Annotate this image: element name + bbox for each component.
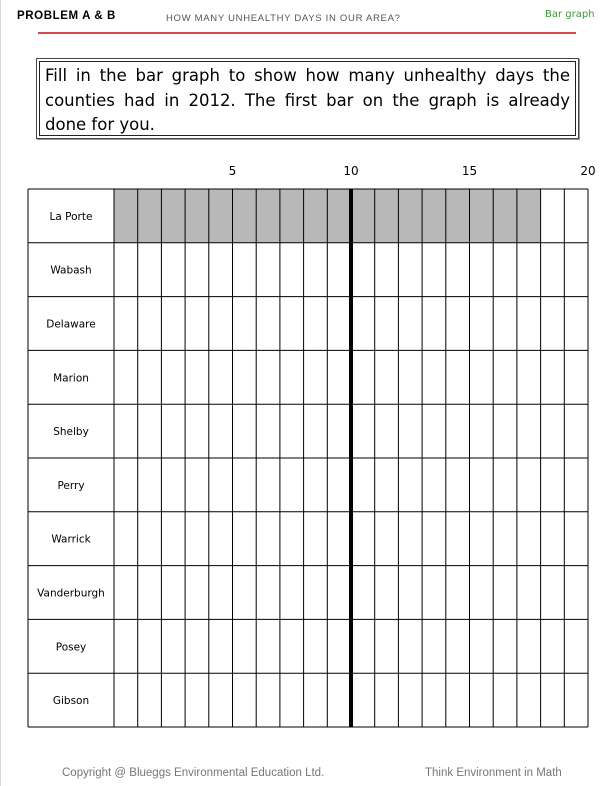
worksheet-title: HOW MANY UNHEALTHY DAYS IN OUR AREA? (166, 13, 401, 24)
category-label: Shelby (53, 426, 89, 439)
category-label: Perry (57, 479, 85, 492)
x-tick-label: 5 (228, 164, 237, 178)
worksheet-type-tag: Bar graph (545, 9, 595, 20)
category-label: Gibson (52, 695, 90, 708)
footer-copyright: Copyright @ Blueggs Environmental Education Ltd. (62, 767, 325, 779)
category-label: Warrick (51, 533, 91, 546)
x-tick-label: 10 (343, 164, 359, 178)
category-label: Marion (53, 372, 89, 385)
category-label: La Porte (49, 210, 93, 223)
footer-slogan: Think Environment in Math (425, 767, 562, 779)
problem-label: PROBLEM A & B (17, 10, 116, 22)
category-label: Delaware (46, 318, 96, 331)
category-label: Vanderburgh (37, 587, 105, 600)
x-tick-label: 20 (580, 164, 596, 178)
category-label: Wabash (50, 264, 92, 277)
x-tick-label: 15 (461, 164, 478, 178)
instructions-text: Fill in the bar graph to show how many unhealthy days the counties had in 2012. The first bar on the graph is already done for you. (45, 66, 570, 134)
category-label: Posey (55, 641, 87, 654)
